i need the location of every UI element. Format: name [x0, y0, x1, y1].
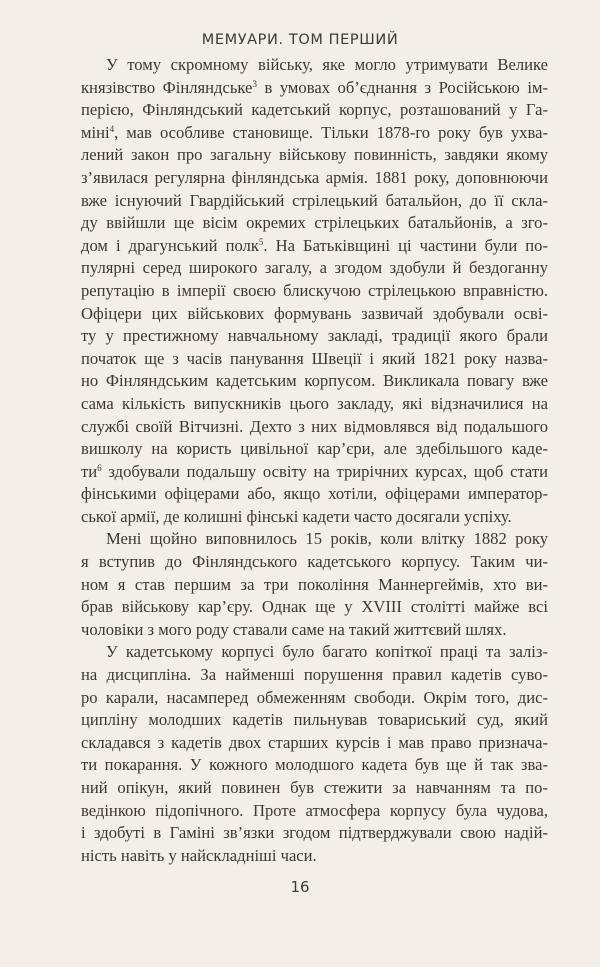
text-segment: Мені щойно виповнилось 15 років, коли влітку 1882 року	[106, 529, 548, 549]
text-segment: У кадетському корпусі було багато копіткої праці та заліз-	[106, 642, 548, 662]
text-segment: ний опікун, який повинен був стежити за навчанням та по-	[81, 778, 548, 797]
text-line	[81, 167, 548, 190]
text-line	[81, 483, 548, 506]
text-segment: дом і драгунський полк	[81, 235, 259, 255]
text-line	[81, 754, 548, 777]
text-line	[81, 506, 548, 529]
text-line	[81, 54, 548, 77]
text-line	[81, 528, 548, 551]
text-segment: фінськими офіцерами або, якщо хотіли, офіцерами император-	[81, 484, 548, 504]
text-segment: міні	[81, 122, 110, 142]
text-line	[81, 845, 548, 868]
text-line	[81, 280, 548, 303]
text-segment: У тому скромному війську, яке могло утримувати Велике	[106, 55, 548, 74]
text-segment: вишколу на користь цивільної кар’єри, але здебільшого каде-	[81, 439, 548, 459]
text-segment: ципліну молодших кадетів пильнував товариський суд, який	[81, 710, 548, 730]
text-line	[81, 190, 548, 213]
text-line	[81, 144, 548, 167]
text-segment: ро карали, насамперед обмеженням свободи. Окрім того, дис-	[81, 687, 548, 707]
text-segment: в умовах об’єднання з Російською ім-	[256, 77, 548, 97]
text-segment: ність навіть у найскладніші часи.	[81, 845, 317, 865]
text-line	[81, 551, 548, 574]
running-header: МЕМУАРИ. ТОМ ПЕРШИЙ	[201, 32, 399, 48]
page-number: 16	[290, 878, 310, 896]
text-line	[81, 438, 548, 461]
text-segment: службі своїй Вітчизні. Дехто з них відмовлявся від подальшого	[81, 416, 548, 436]
text-segment: ти	[81, 461, 98, 481]
text-segment: лений закон про загальну військову повинність, завдяки якому	[81, 145, 548, 165]
text-segment: чоловіки з мого роду ставали саме на такий життєвий шлях.	[81, 619, 507, 639]
page-body	[81, 54, 548, 867]
text-segment: і здобуті в Гаміні зв’язки згодом підтверджували свою надій-	[81, 823, 548, 843]
text-line	[81, 257, 548, 280]
text-line	[81, 574, 548, 597]
text-line	[81, 641, 548, 664]
footnote-marker: 3	[252, 78, 257, 89]
text-segment: брав військову кар’єру. Однак ще у XVIII столітті майже всі	[81, 597, 548, 617]
text-segment: пулярні серед широкого загалу, а згодом здобули й бездоганну	[81, 258, 548, 278]
text-segment: ської армії, де колишні фінські кадети часто досягали успіху.	[81, 506, 512, 526]
text-segment: складався з кадетів двох старших курсів і мав право признача-	[81, 732, 548, 752]
text-segment: князівство Фінляндське	[81, 77, 253, 97]
text-segment: на дисципліна. За найменші порушення правил кадетів суво-	[81, 665, 548, 685]
text-segment: вже існуючий Гвардійський стрілецький батальйон, до її скла-	[81, 190, 548, 210]
text-line	[81, 348, 548, 371]
footnote-marker: 5	[258, 236, 264, 247]
text-line	[81, 596, 548, 619]
text-line	[81, 732, 548, 755]
text-line	[81, 619, 548, 642]
text-segment: ду ввійшли ще вісім окремих стрілецьких батальйонів, а зго-	[81, 213, 548, 233]
text-segment: з’явилася регулярна фінляндська армія. 1881 року, доповнюючи	[81, 167, 548, 187]
text-line	[81, 212, 548, 235]
text-segment: ном я став першим за три покоління Маннергеймів, хто ви-	[81, 574, 548, 594]
text-segment: я вступив до Фінляндського кадетського корпусу. Таким чи-	[81, 552, 548, 572]
text-segment: початок ще з часів панування Швеції і який 1821 року назва-	[81, 348, 548, 368]
text-segment: . На Батьківщині ці частини були по-	[263, 235, 548, 255]
text-segment: сама кількість випускників цього закладу, які відзначилися на	[81, 393, 548, 413]
text-line	[81, 393, 548, 416]
text-segment: здобували подальшу освіту на трирічних курсах, щоб стати	[101, 461, 548, 481]
text-line	[81, 235, 548, 258]
text-segment: перією, Фінляндський кадетський корпус, розташований у Га-	[81, 100, 548, 120]
text-line	[81, 416, 548, 439]
text-line	[81, 664, 548, 687]
text-line	[81, 709, 548, 732]
text-segment: но Фінляндським кадетським корпусом. Викликала повагу вже	[81, 371, 548, 391]
text-line	[81, 777, 548, 800]
footnote-marker: 6	[97, 462, 102, 473]
text-segment: , мав особливе становище. Тільки 1878-го року був ухва-	[114, 122, 548, 142]
text-segment: ти покарання. У кожного молодшого кадета був ще й так зва-	[81, 755, 548, 775]
text-segment: Офіцери цих військових формувань зазвичай здобували осві-	[81, 303, 548, 323]
text-line	[81, 461, 548, 484]
text-line	[81, 122, 548, 145]
text-line	[81, 325, 548, 348]
text-line	[81, 77, 548, 100]
text-line	[81, 303, 548, 326]
text-line	[81, 822, 548, 845]
text-segment: репутацію в імперії своєю блискучою стрілецькою вправністю.	[81, 280, 548, 300]
text-segment: ведінкою підопічного. Проте атмосфера корпусу була чудова,	[81, 800, 548, 820]
footnote-marker: 4	[109, 123, 115, 134]
text-line	[81, 687, 548, 710]
text-line	[81, 370, 548, 393]
text-line	[81, 99, 548, 122]
text-line	[81, 800, 548, 823]
text-segment: ту у престижному навчальному закладі, традиції якого брали	[81, 326, 548, 346]
